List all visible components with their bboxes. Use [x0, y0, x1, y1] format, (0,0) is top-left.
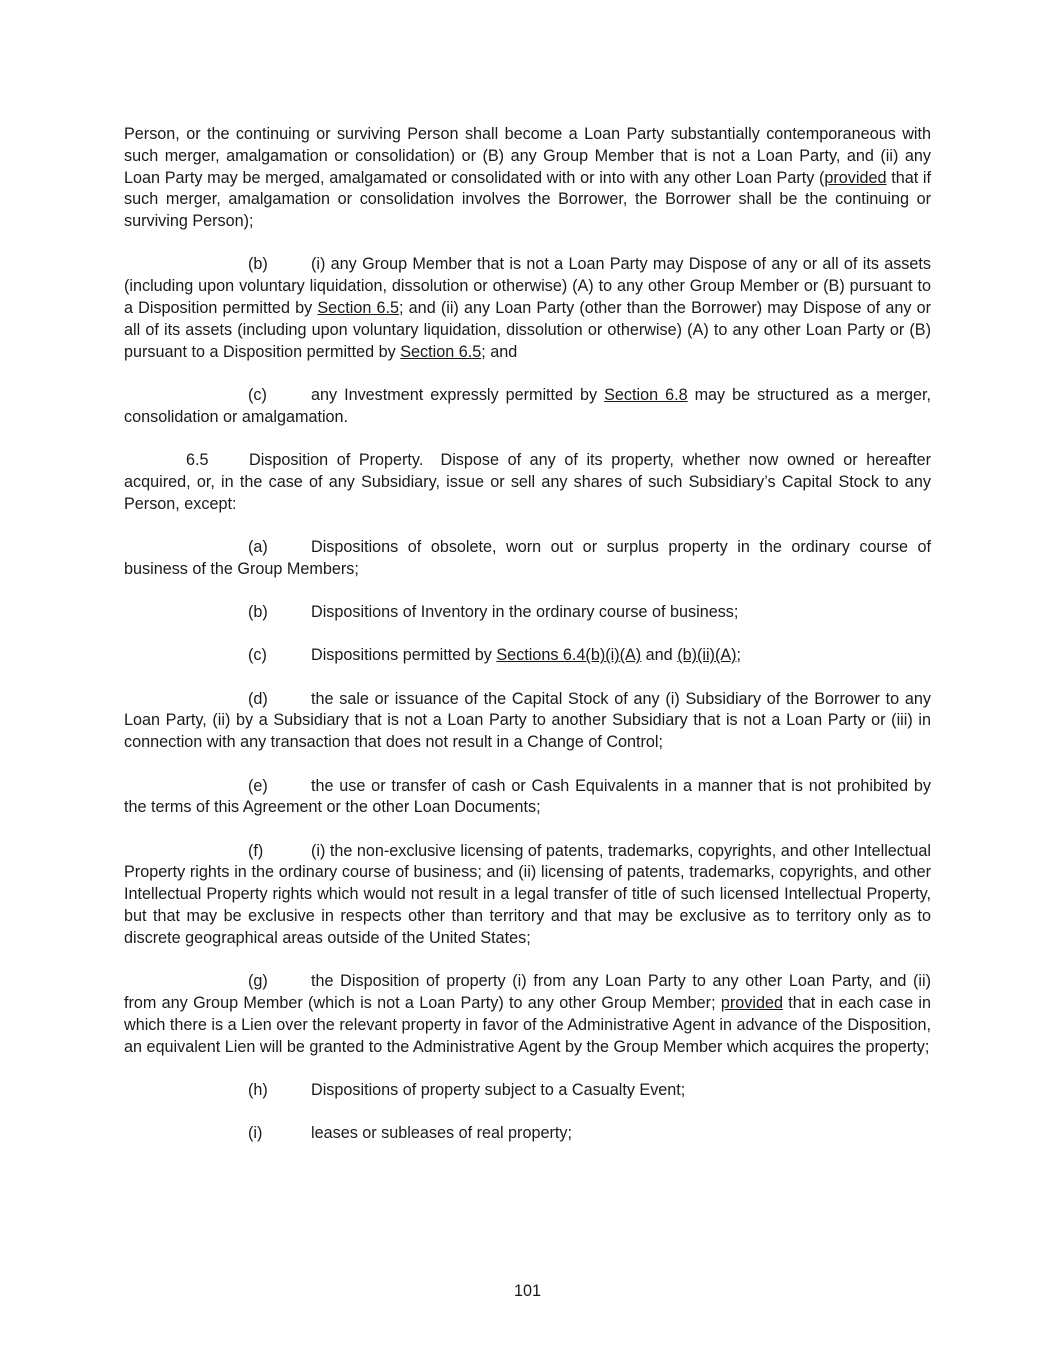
cross-reference-link: Sections 6.4(b)(i)(A): [496, 646, 642, 665]
clause-6-5-h: (h) Dispositions of property subject to a Casualty Event;: [124, 1080, 931, 1102]
clause-6-5-c: (c) Dispositions permitted by Sections 6.4(b)(i)(A) and (b)(ii)(A);: [124, 645, 931, 667]
cross-reference-link: Section 6.8: [604, 385, 688, 404]
section-heading: Disposition of Property.: [249, 451, 424, 470]
clause-label: (i): [248, 1124, 263, 1143]
provided-term: provided: [824, 168, 887, 187]
document-page: [124, 124, 931, 1166]
cross-reference-link: (b)(ii)(A): [677, 646, 737, 665]
provided-term: provided: [720, 993, 783, 1012]
clause-label: (g): [248, 972, 268, 991]
section-number: 6.5: [186, 451, 209, 470]
clause-6-5-g: (g) the Disposition of property (i) from any Loan Party to any other Loan Party, and (ii) from any Group Member (which is not a Loan Party) to any other Group Member; provided that in each case in which there is a Lien over the relevant property in favor of the Administrative Agent in advance of the Disposition, an equivalent Lien will be granted to the Administrative Agent by the Group Member which acquires the property;: [124, 972, 931, 1056]
clause-label: (b): [248, 255, 268, 274]
clause-6-5-e: (e) the use or transfer of cash or Cash Equivalents in a manner that is not prohibited by the terms of this Agreement or the other Loan Documents;: [124, 776, 931, 817]
cross-reference-link: Section 6.5: [317, 299, 400, 318]
clause-label: (a): [248, 537, 268, 556]
clause-6-4-b: (b) (i) any Group Member that is not a Loan Party may Dispose of any or all of its assets (including upon voluntary liquidation, dissolution or otherwise) (A) to any other Group Member or (B) pursuant to a Disposition permitted by Section 6.5; and (ii) any Loan Party (other than the Borrower) may Dispose of any or all of its assets (including upon voluntary liquidation, dissolution or otherwise) (A) to any other Loan Party or (B) pursuant to a Disposition permitted by Section 6.5; and: [124, 255, 931, 361]
clause-6-5-d: (d) the sale or issuance of the Capital Stock of any (i) Subsidiary of the Borrower to any Loan Party, (ii) by a Subsidiary that is not a Loan Party to another Subsidiary that is not a Loan Party or (iii) in connection with any transaction that does not result in a Change of Control;: [124, 689, 931, 752]
clause-6-4-c: (c) any Investment expressly permitted by Section 6.8 may be structured as a merger, consolidation or amalgamation.: [124, 385, 931, 426]
clause-label: (h): [248, 1080, 268, 1099]
clause-6-5-b: (b) Dispositions of Inventory in the ordinary course of business;: [124, 602, 931, 624]
section-6-5: 6.5 Disposition of Property. Dispose of any of its property, whether now owned or hereafter acquired, or, in the case of any Subsidiary, issue or sell any shares of such Subsidiary’s Capital Stock to any Person, except:: [124, 451, 931, 513]
paragraph-continuation: Person, or the continuing or surviving Person shall become a Loan Party substantially contemporaneous with such merger, amalgamation or consolidation) or (B) any Group Member that is not a Loan Party, and (ii) any Loan Party may be merged, amalgamated or consolidated with or into with any other Loan Party (provided that if such merger, amalgamation or consolidation involves the Borrower, the Borrower shall be the continuing or surviving Person);: [124, 125, 931, 231]
clause-label: (e): [248, 776, 268, 795]
clause-6-5-f: (f) (i) the non-exclusive licensing of patents, trademarks, copyrights, and other Intellectual Property rights in the ordinary course of business; and (ii) licensing of patents, trademarks, copyrights, and other Intellectual Property rights which would not result in a legal transfer of title of such licensed Intellectual Property, but that may be exclusive in respects other than territory and that may be exclusive as to territory only as to discrete geographical areas outside of the United States;: [124, 841, 931, 947]
clause-label: (c): [248, 385, 267, 404]
clause-label: (b): [248, 603, 268, 622]
clause-6-5-a: (a) Dispositions of obsolete, worn out or surplus property in the ordinary course of business of the Group Members;: [124, 537, 931, 578]
cross-reference-link: Section 6.5: [400, 342, 482, 361]
clause-6-5-i: (i) leases or subleases of real property;: [124, 1123, 931, 1145]
page-number: 101: [513, 1282, 541, 1300]
clause-label: (d): [248, 689, 268, 708]
clause-label: (c): [248, 646, 267, 665]
clause-label: (f): [248, 841, 264, 860]
